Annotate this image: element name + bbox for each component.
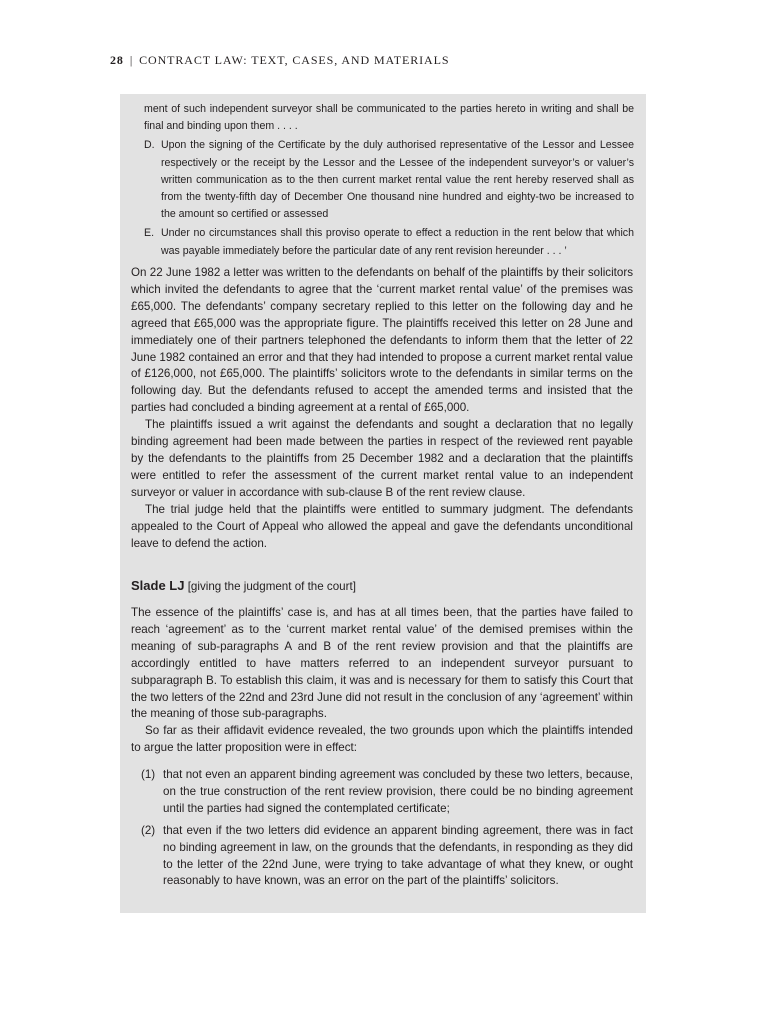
book-title: CONTRACT LAW: TEXT, CASES, AND MATERIALS (139, 53, 450, 67)
clause-d (144, 137, 634, 223)
grounds-list (131, 767, 633, 890)
list-item-label: (2) (141, 823, 156, 837)
quote-intro: ment of such independent surveyor shall be communicated to the parties hereto in writing and shall be final and binding upon them . . . . (144, 103, 634, 133)
running-head (110, 53, 449, 68)
judgment-paragraph: So far as their affidavit evidence revealed, the two grounds upon which the plaintiffs intended to argue the latter proposition were in effect: (131, 724, 633, 755)
judge-note: [giving the judgment of the court] (187, 580, 356, 593)
judge-heading (131, 578, 356, 593)
list-item-label: (1) (141, 768, 156, 781)
list-item-text: that even if the two letters did evidence an apparent binding agreement, there was in fact no binding agreement in law, on the grounds that the defendants, in responding as they did to the letter of the 22nd June, were trying to take advantage of what they knew, or ought reasonably to have known, was an error on the part of the plaintiffs’ solicitors. (163, 823, 633, 888)
quoted-lease-clause (144, 101, 634, 260)
clause-text: Under no circumstances shall this proviso operate to effect a reduction in the rent below that which was payable immediately before the particular date of any rent revision hereunder . . . ’ (161, 227, 634, 257)
clause-label: E. (144, 227, 155, 240)
page-number: 28 (110, 53, 124, 67)
judgment-paragraph: The essence of the plaintiffs’ case is, and has at all times been, that the parties have failed to reach ‘agreement’ as to the ‘current market rental value’ of the demised premises within the meaning of sub-paragraphs A and B of the rent review provision and that the plaintiffs are accordingly entitled to have matters referred to an independent surveyor pursuant to subparagraph B. To establish this claim, it was and is necessary for them to satisfy this Court that the two letters of the 22nd and 23rd June did not result in the conclusion of any ‘agreement’ within the meaning of those sub-paragraphs. (131, 606, 633, 721)
clause-text: Upon the signing of the Certificate by the duly authorised representative of the Lessor and Lessee respectively or the receipt by the Lessor and the Lessee of the independent surveyor’s or valuer’s written communication as to the then current market rental value the rent hereby reserved shall as from the twenty-fifth day of December One thousand nine hundred and eighty-two be increased to the amount so certified or assessed (161, 139, 634, 221)
facts-paragraph: On 22 June 1982 a letter was written to the defendants on behalf of the plaintiffs by their solicitors which invited the defendants to agree that the ‘current market rental value’ of the premises was £65,000. The defendants’ company secretary replied to this letter on the following day and he agreed that £65,000 was the appropriate figure. The plaintiffs received this letter on 28 June and immediately one of their partners telephoned the defendants to inform them that the letter of 22 June 1982 contained an error and that they had intended to propose a current market rental value of £126,000, not £65,000. The plaintiffs’ solicitors wrote to the defendants in similar terms on the following day. But the defendants refused to accept the amended terms and insisted that the parties had concluded a binding agreement at a rental of £65,000. (131, 266, 633, 415)
facts-paragraph: The plaintiffs issued a writ against the defendants and sought a declaration that no legally binding agreement had been made between the parties in respect of the reviewed rent payable by the defendants to the plaintiffs from 25 December 1982 and a declaration that the plaintiffs were entitled to refer the assessment of the current market rental value to an independent surveyor or valuer in accordance with sub-clause B of the rent review clause. (131, 418, 633, 499)
case-extract-panel (120, 94, 646, 913)
facts-paragraph: The trial judge held that the plaintiffs were entitled to summary judgment. The defendants appealed to the Court of Appeal who allowed the appeal and gave the defendants unconditional leave to defend the action. (131, 502, 633, 550)
header-separator: | (129, 53, 134, 67)
list-item-text: that not even an apparent binding agreement was concluded by these two letters, because, on the true construction of the rent review provision, there could be no binding agreement until the parties had signed the contemplated certificate; (163, 768, 633, 815)
clause-label: D. (144, 139, 155, 152)
judge-name: Slade LJ (131, 578, 185, 593)
judgment-text (131, 605, 633, 757)
clause-e (144, 225, 634, 259)
list-item (131, 767, 633, 818)
list-item (131, 823, 633, 891)
case-facts (131, 265, 633, 552)
